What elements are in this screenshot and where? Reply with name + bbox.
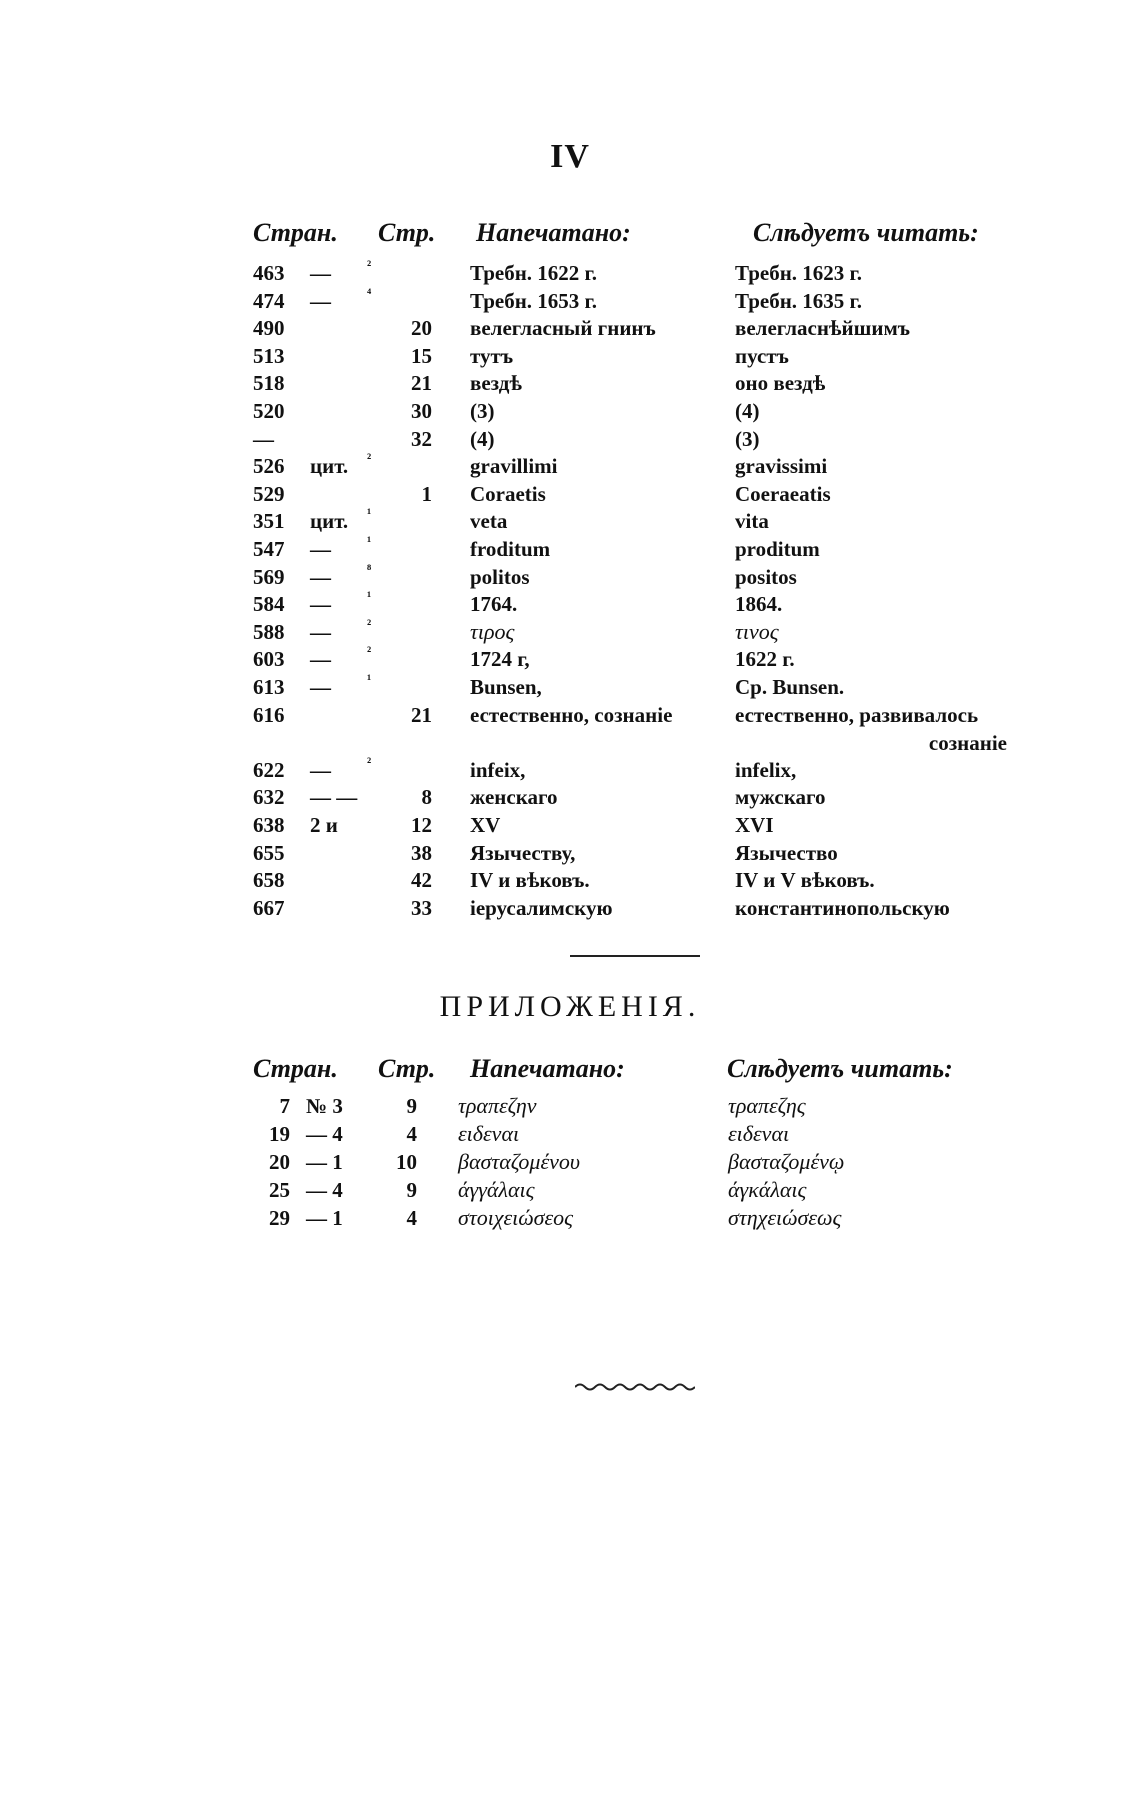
errata-row-page: 529 bbox=[253, 482, 285, 506]
errata-row-page: 588 bbox=[253, 620, 285, 644]
errata-row-note: — bbox=[310, 647, 331, 671]
section-divider bbox=[570, 955, 700, 957]
appendix-row-printed: τραπεζην bbox=[458, 1093, 537, 1118]
errata-row-page: 667 bbox=[253, 896, 285, 920]
appendix-row-page: 20 bbox=[269, 1150, 290, 1174]
errata-row-printed: froditum bbox=[470, 537, 551, 561]
errata-row-page: 569 bbox=[253, 565, 285, 589]
errata-row-correct-cont: сознаніе bbox=[928, 731, 1007, 755]
errata-row-footnote-mark: ² bbox=[367, 259, 372, 274]
errata-row-line: 1 bbox=[421, 482, 432, 506]
appendix-row-note: — 1 bbox=[306, 1150, 343, 1174]
errata-row-correct: мужскаго bbox=[735, 785, 826, 809]
errata-row-line: 32 bbox=[411, 427, 432, 451]
appendix-row-line: 4 bbox=[406, 1206, 417, 1230]
errata-row-printed: 1764. bbox=[470, 592, 518, 616]
appendix-row-correct: άγκάλαις bbox=[728, 1177, 807, 1202]
errata-row-page: 622 bbox=[253, 758, 285, 782]
errata-row-page: 603 bbox=[253, 647, 285, 671]
errata-row-note: — — bbox=[310, 785, 358, 809]
errata-row-footnote-mark: ¹ bbox=[367, 673, 372, 688]
errata-row-line: 42 bbox=[411, 868, 432, 892]
errata-row-printed: (4) bbox=[470, 427, 495, 451]
appendix-row-correct: τραπεζης bbox=[728, 1093, 806, 1118]
errata-row-correct: 1622 г. bbox=[735, 647, 795, 671]
errata-row-page: 351 bbox=[253, 509, 285, 533]
errata-row-correct: Cp. Bunsen. bbox=[735, 675, 845, 699]
errata-row-printed: іерусалимскую bbox=[470, 896, 613, 920]
appendix-row-note: — 4 bbox=[306, 1122, 343, 1146]
appendix-row-note: — 1 bbox=[306, 1206, 343, 1230]
errata-row-printed: XV bbox=[470, 813, 501, 837]
appendix-header-should-read: Слѣдуетъ читать: bbox=[727, 1054, 953, 1083]
appendix-row-line: 9 bbox=[406, 1178, 417, 1202]
appendix-header-printed: Напечатано: bbox=[470, 1054, 625, 1083]
errata-row-footnote-mark: ² bbox=[367, 756, 372, 771]
appendix-row-page: 7 bbox=[279, 1094, 290, 1118]
errata-row-correct: Требн. 1623 г. bbox=[735, 261, 862, 285]
appendix-row-printed: στοιχειώσεος bbox=[458, 1205, 574, 1230]
errata-row-correct: proditum bbox=[735, 537, 820, 561]
errata-row-printed: Язычеству, bbox=[470, 841, 576, 865]
errata-row-footnote-mark: ¹ bbox=[367, 507, 372, 522]
errata-row-correct: оно вездѣ bbox=[735, 371, 826, 395]
appendix-row-printed: άγγάλαις bbox=[458, 1177, 535, 1202]
errata-row-page: 584 bbox=[253, 592, 285, 616]
errata-row-note: — bbox=[310, 537, 331, 561]
errata-row-note: цит. bbox=[310, 509, 349, 533]
appendix-row-page: 19 bbox=[269, 1122, 290, 1146]
errata-header-should-read: Слѣдуетъ читать: bbox=[753, 218, 979, 247]
errata-row-note: — bbox=[310, 592, 331, 616]
errata-row-correct: пустъ bbox=[735, 344, 789, 368]
errata-row-printed: IV и вѣковъ. bbox=[470, 868, 590, 892]
errata-row-printed: 1724 г, bbox=[470, 647, 530, 671]
errata-row-correct: XVI bbox=[735, 813, 774, 837]
appendix-title: ПРИЛОЖЕНІЯ. bbox=[439, 990, 701, 1023]
errata-row-printed: вездѣ bbox=[470, 371, 522, 395]
errata-row-footnote-mark: ² bbox=[367, 618, 372, 633]
errata-row-printed: politos bbox=[470, 565, 530, 589]
errata-row-page: 655 bbox=[253, 841, 285, 865]
errata-row-footnote-mark: ⁸ bbox=[367, 563, 372, 578]
errata-header-page: Стран. bbox=[253, 218, 338, 247]
errata-row-line: 33 bbox=[411, 896, 432, 920]
errata-row-note: — bbox=[310, 565, 331, 589]
errata-row-printed: Требн. 1653 г. bbox=[470, 289, 597, 313]
appendix-row-note: № 3 bbox=[306, 1094, 343, 1118]
appendix-row-correct: βασταζομένῳ bbox=[728, 1149, 845, 1174]
errata-row-page: 632 bbox=[253, 785, 285, 809]
errata-row-note: — bbox=[310, 758, 331, 782]
appendix-header-line: Стр. bbox=[378, 1054, 436, 1083]
errata-row-correct: 1864. bbox=[735, 592, 783, 616]
appendix-row-printed: ειδεναι bbox=[458, 1121, 520, 1146]
errata-row-page: 520 bbox=[253, 399, 285, 423]
errata-header-line: Стр. bbox=[378, 218, 436, 247]
errata-row-line: 20 bbox=[411, 316, 432, 340]
errata-row-page: 526 bbox=[253, 454, 285, 478]
errata-row-line: 21 bbox=[411, 703, 432, 727]
errata-row-footnote-mark: ² bbox=[367, 645, 372, 660]
errata-row-line: 12 bbox=[411, 813, 432, 837]
errata-row-note: — bbox=[310, 261, 331, 285]
errata-row-note: — bbox=[310, 675, 331, 699]
errata-row-page: 638 bbox=[253, 813, 285, 837]
errata-row-page: 613 bbox=[253, 675, 285, 699]
errata-row-correct: велегласнѣйшимъ bbox=[735, 316, 911, 340]
errata-row-correct: (4) bbox=[735, 399, 760, 423]
errata-row-correct: Язычество bbox=[735, 841, 838, 865]
errata-row-line: 30 bbox=[411, 399, 432, 423]
errata-row-printed: Bunsen, bbox=[470, 675, 542, 699]
errata-row-page: 513 bbox=[253, 344, 285, 368]
errata-row-page: — bbox=[253, 427, 274, 451]
errata-row-printed: тутъ bbox=[470, 344, 514, 368]
errata-row-note: цит. bbox=[310, 454, 349, 478]
errata-row-printed: женскаго bbox=[470, 785, 558, 809]
errata-row-correct: IV и V вѣковъ. bbox=[735, 868, 875, 892]
errata-row-correct: Coeraeatis bbox=[735, 482, 831, 506]
errata-row-page: 463 bbox=[253, 261, 285, 285]
errata-row-correct: τινος bbox=[735, 619, 779, 644]
ornament-wavy-line bbox=[575, 1380, 695, 1394]
appendix-row-note: — 4 bbox=[306, 1178, 343, 1202]
errata-row-printed: Требн. 1622 г. bbox=[470, 261, 597, 285]
errata-row-correct: константинопольскую bbox=[735, 896, 950, 920]
errata-row-line: 15 bbox=[411, 344, 432, 368]
appendix-row-page: 25 bbox=[269, 1178, 290, 1202]
errata-row-page: 518 bbox=[253, 371, 285, 395]
errata-header-printed: Напечатано: bbox=[476, 218, 631, 247]
page-number: IV bbox=[550, 138, 590, 175]
errata-row-printed: Coraetis bbox=[470, 482, 546, 506]
errata-row-note: 2 и bbox=[310, 813, 338, 837]
errata-row-printed: велегласный гнинъ bbox=[470, 316, 656, 340]
errata-row-printed: естественно, сознаніе bbox=[470, 703, 673, 727]
appendix-row-line: 4 bbox=[406, 1122, 417, 1146]
appendix-row-correct: στηχειώσεως bbox=[728, 1205, 842, 1230]
errata-row-line: 8 bbox=[421, 785, 432, 809]
errata-row-printed: infeix, bbox=[470, 758, 526, 782]
errata-row-note: — bbox=[310, 289, 331, 313]
errata-row-correct: positos bbox=[735, 565, 797, 589]
errata-row-footnote-mark: ¹ bbox=[367, 535, 372, 550]
errata-row-printed: (3) bbox=[470, 399, 495, 423]
errata-row-page: 547 bbox=[253, 537, 285, 561]
errata-row-footnote-mark: ² bbox=[367, 452, 372, 467]
errata-row-correct: Требн. 1635 г. bbox=[735, 289, 862, 313]
errata-row-correct: естественно, развивалось bbox=[735, 703, 979, 727]
errata-row-note: — bbox=[310, 620, 331, 644]
errata-row-correct: gravissimi bbox=[735, 454, 828, 478]
appendix-header-page: Стран. bbox=[253, 1054, 338, 1083]
errata-row-correct: (3) bbox=[735, 427, 760, 451]
appendix-row-printed: βασταζομένου bbox=[458, 1149, 580, 1174]
errata-row-page: 490 bbox=[253, 316, 285, 340]
errata-row-line: 21 bbox=[411, 371, 432, 395]
errata-row-printed: gravillimi bbox=[470, 454, 558, 478]
errata-row-printed: veta bbox=[470, 509, 508, 533]
appendix-row-line: 10 bbox=[396, 1150, 417, 1174]
errata-row-line: 38 bbox=[411, 841, 432, 865]
errata-row-printed: τιρος bbox=[470, 619, 515, 644]
errata-row-page: 658 bbox=[253, 868, 285, 892]
appendix-row-line: 9 bbox=[406, 1094, 417, 1118]
appendix-row-page: 29 bbox=[269, 1206, 290, 1230]
errata-row-page: 616 bbox=[253, 703, 285, 727]
errata-row-correct: infelix, bbox=[735, 758, 797, 782]
errata-row-page: 474 bbox=[253, 289, 285, 313]
errata-row-footnote-mark: ¹ bbox=[367, 590, 372, 605]
errata-row-footnote-mark: ⁴ bbox=[367, 287, 372, 302]
errata-row-correct: vita bbox=[735, 509, 769, 533]
appendix-row-correct: ειδεναι bbox=[728, 1121, 790, 1146]
